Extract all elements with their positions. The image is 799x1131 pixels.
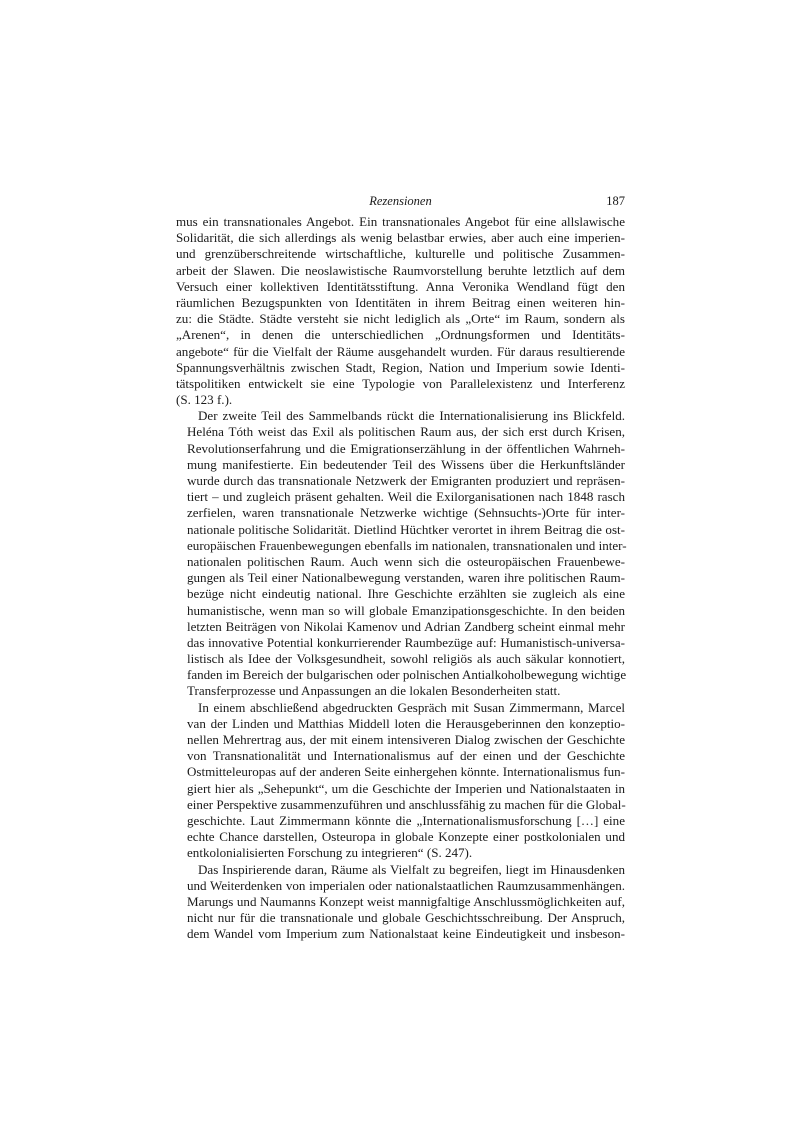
text-line: van der Linden und Matthias Middell loten die Herausgeberinnen den konzeptio-: [187, 715, 625, 731]
text-line: mung manifestierte. Ein bedeutender Teil des Wissens über die Herkunftsländer: [187, 456, 625, 472]
text-line: fanden im Bereich der bulgarischen oder polnischen Antialkoholbewegung wichtige: [187, 667, 627, 683]
text-line: bezüge nicht eindeutig national. Ihre Geschichte erzählten sie zugleich als eine: [187, 586, 625, 602]
text-line: echte Chance darstellen, Osteuropa in globale Konzepte einer postkolonialen und: [187, 829, 625, 845]
running-head: [176, 194, 625, 214]
text-line: arbeit der Slawen. Die neoslawistische Raumvorstellung beruhte letztlich auf dem: [176, 262, 625, 278]
text-line: angebote“ für die Vielfalt der Räume ausgehandelt wurden. Für daraus resultierende: [176, 343, 625, 359]
text-line: mus ein transnationales Angebot. Ein transnationales Angebot für eine allslawische: [176, 214, 625, 229]
text-line: räumlichen Bezugspunkten von Identitäten in ihrem Beitrag einen weiteren hin-: [176, 294, 625, 310]
text-line: einer Perspektive zusammenzuführen und anschlussfähig zu machen für die Global-: [187, 796, 626, 812]
text-line: von Transnationalität und Internationalismus auf der einen und der Geschichte: [187, 748, 625, 764]
text-line: listisch als Idee der Volksgesundheit, sowohl religiös als auch säkular konnotiert,: [187, 651, 625, 667]
text-line: und grenzüberschreitende wirtschaftliche, kulturelle und politische Zusammen-: [176, 246, 625, 262]
text-line: nationalen politischen Raum. Auch wenn sich die osteuropäischen Frauenbewe-: [187, 553, 625, 569]
text-line: Der zweite Teil des Sammelbands rückt die Internationalisierung ins Blickfeld.: [198, 408, 625, 424]
text-line: geschichte. Laut Zimmermann könnte die „Internationalismusforschung […] eine: [187, 812, 625, 828]
text-line: humanistische, wenn man so will globale Emanzipationsgeschichte. In den beiden: [187, 602, 625, 618]
page-number: 187: [606, 194, 625, 208]
paragraph: [176, 862, 625, 943]
text-line: Das Inspirierende daran, Räume als Vielfalt zu begreifen, liegt im Hinausdenken: [198, 861, 625, 877]
text-line: zu: die Städte. Städte versteht sie nicht lediglich als „Orte“ im Raum, sondern als: [176, 311, 625, 327]
text-line: Revolutionserfahrung und die Emigrationserzählung in der öffentlichen Wahrneh-: [187, 440, 625, 456]
text-line: nellen Mehrertrag aus, der mit einem intensiveren Dialog zwischen der Geschichte: [187, 732, 625, 747]
text-line: „Arenen“, in denen die unterschiedlichen „Ordnungsformen und Identitäts-: [176, 327, 625, 343]
body-text: [176, 214, 625, 942]
paragraph: [176, 408, 625, 699]
document-page: [176, 194, 625, 942]
text-line: das innovative Potential konkurrierender Raumbezüge auf: Humanistisch-universa-: [187, 634, 625, 650]
text-line: entkolonialisierten Forschung zu integrieren“ (S. 247).: [187, 845, 473, 861]
text-line: nationale politische Solidarität. Dietlind Hüchtker verortet in ihrem Beitrag die ost-: [187, 521, 625, 537]
text-line: Solidarität, die sich allerdings als wenig belastbar erwies, aber auch eine imperien-: [176, 230, 625, 246]
text-line: europäischen Frauenbewegungen ebenfalls im nationalen, transnationalen und inter-: [187, 537, 627, 553]
paragraph: [176, 214, 625, 408]
text-line: tätspolitiken entwickelt sie eine Typologie von Parallelexistenz und Interferenz: [176, 375, 625, 391]
text-line: gungen als Teil einer Nationalbewegung verstanden, waren ihre politischen Raum-: [187, 570, 625, 586]
text-line: und Weiterdenken von imperialen oder nationalstaatlichen Raumzusammenhängen.: [187, 877, 625, 893]
text-line: giert hier als „Sehepunkt“, um die Geschichte der Imperien und Nationalstaaten in: [187, 780, 625, 796]
text-line: Spannungsverhältnis zwischen Stadt, Region, Nation und Imperium sowie Identi-: [176, 359, 625, 375]
text-line: tiert – und zugleich präsent gehalten. Weil die Exilorganisationen nach 1848 rasch: [187, 489, 625, 505]
text-line: wurde durch das transnationale Netzwerk der Emigranten produziert und repräsen-: [187, 473, 625, 488]
paragraph: [176, 700, 625, 862]
text-line: Ostmitteleuropas auf der anderen Seite einhergehen könnte. Internationalismus fun-: [187, 764, 625, 780]
text-line: dem Wandel vom Imperium zum Nationalstaat keine Eindeutigkeit und insbeson-: [187, 926, 625, 942]
text-line: Versuch einer kollektiven Identitätsstiftung. Anna Veronika Wendland fügt den: [176, 278, 625, 294]
text-line: zerfielen, waren transnationale Netzwerke wichtige (Sehnsuchts-)Orte für inter-: [187, 505, 625, 521]
running-title: Rezensionen: [369, 194, 432, 208]
text-line: Marungs und Naumanns Konzept weist mannigfaltige Anschlussmöglichkeiten auf,: [187, 893, 625, 909]
text-line: (S. 123 f.).: [176, 392, 233, 408]
text-line: Transferprozesse und Anpassungen an die lokalen Besonderheiten statt.: [187, 683, 561, 699]
text-line: nicht nur für die transnationale und globale Geschichtsschreibung. Der Anspruch,: [187, 910, 625, 926]
text-line: letzten Beiträgen von Nikolai Kamenov und Adrian Zandberg scheint einmal mehr: [187, 618, 625, 634]
text-line: In einem abschließend abgedruckten Gespräch mit Susan Zimmermann, Marcel: [198, 699, 625, 715]
text-line: Heléna Tóth weist das Exil als politischen Raum aus, der sich erst durch Krisen,: [187, 424, 625, 440]
